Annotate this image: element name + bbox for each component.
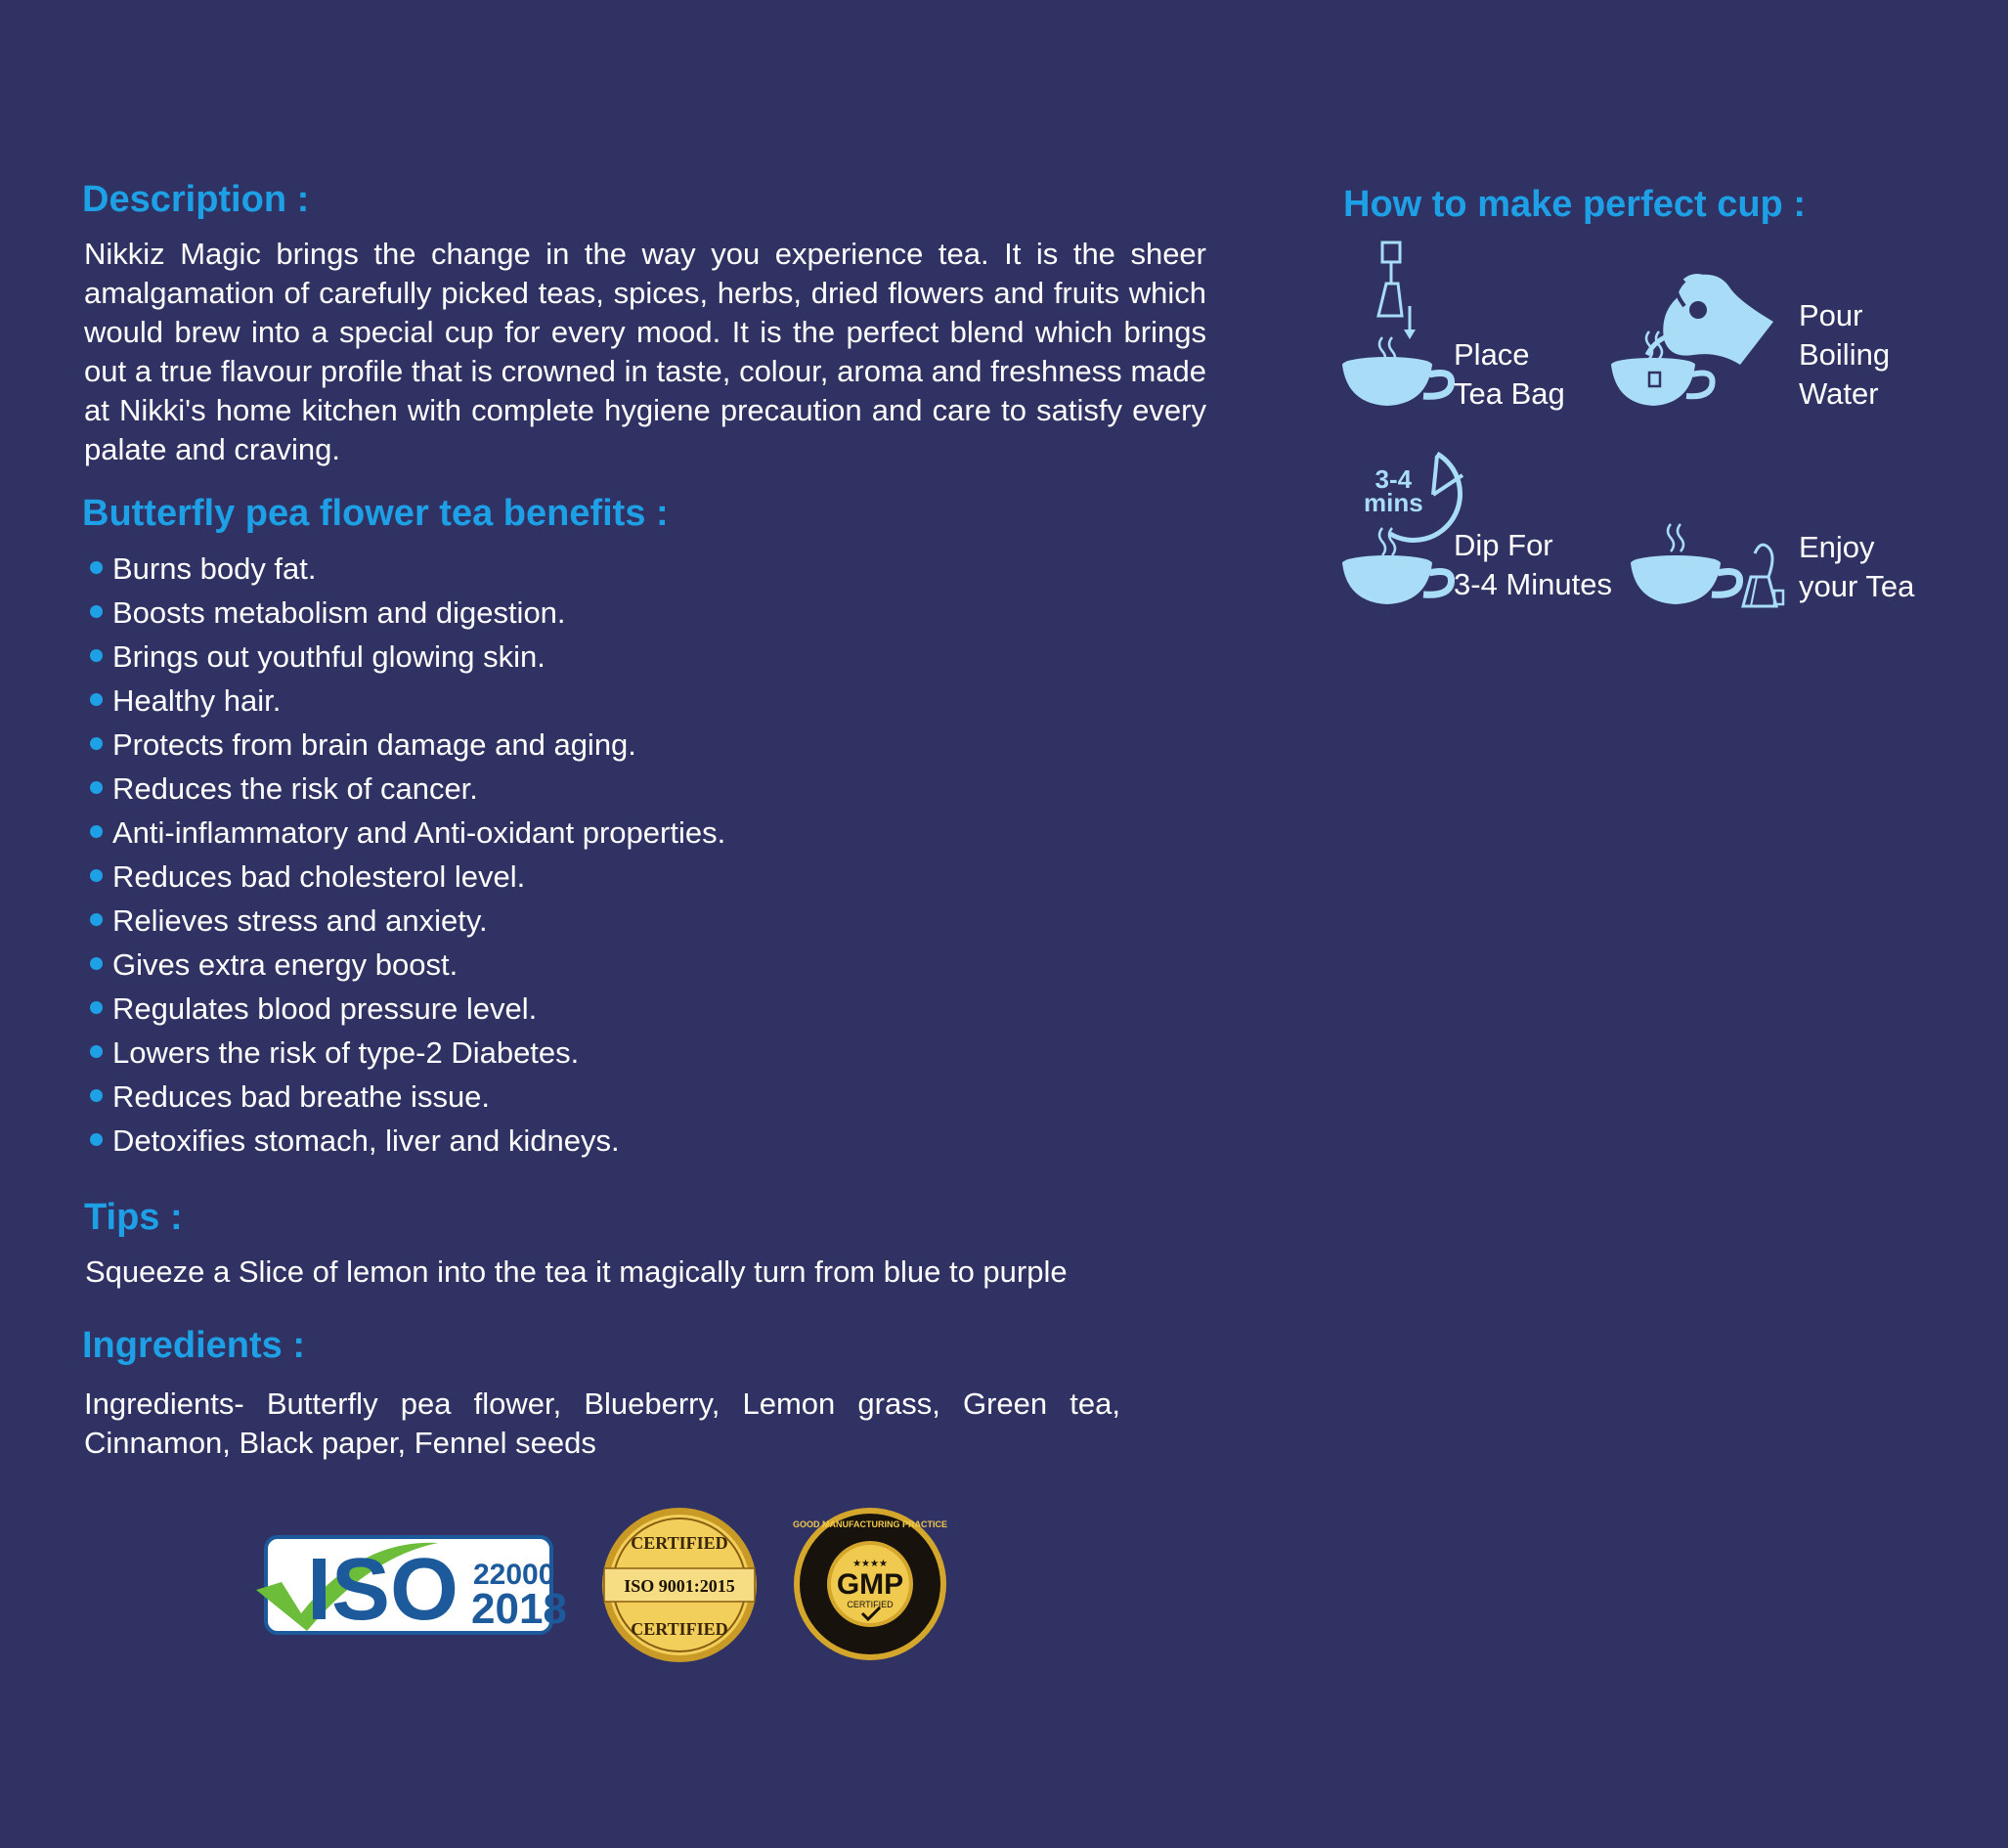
bullet-icon: [90, 825, 103, 838]
bullet-icon: [90, 781, 103, 794]
iso9001-top-text: CERTIFIED: [631, 1533, 728, 1553]
benefit-item: [84, 855, 725, 899]
benefit-item: [84, 899, 725, 943]
timer-label: 3-4 mins: [1364, 464, 1423, 517]
bullet-icon: [90, 1089, 103, 1102]
step-pour-water-label: Pour Boiling Water: [1799, 298, 1891, 411]
benefit-text: Detoxifies stomach, liver and kidneys.: [112, 1123, 620, 1158]
benefit-text: Burns body fat.: [112, 551, 317, 586]
benefits-list: [84, 547, 725, 1163]
tips-text: Squeeze a Slice of lemon into the tea it magically turn from blue to purple: [85, 1254, 1068, 1289]
enjoy-cup-icon: [1628, 518, 1784, 611]
benefit-item: [84, 1075, 725, 1119]
step-enjoy-label: Enjoy your Tea: [1799, 530, 1915, 603]
bullet-icon: [90, 1045, 103, 1058]
bullet-icon: [90, 693, 103, 706]
benefit-item: [84, 767, 725, 811]
tips-heading: Tips :: [84, 1197, 183, 1238]
benefit-text: Healthy hair.: [112, 683, 282, 718]
bullet-icon: [90, 561, 103, 574]
benefit-text: Brings out youthful glowing skin.: [112, 639, 546, 674]
gmp-sub-text: CERTIFIED: [847, 1600, 894, 1609]
benefit-text: Reduces bad breathe issue.: [112, 1079, 491, 1114]
bullet-icon: [90, 869, 103, 882]
ingredients-heading: Ingredients :: [82, 1325, 306, 1366]
ingredients-text: Ingredients- Butterfly pea flower, Blueberry, Lemon grass, Green tea, Cinnamon, Black paper, Fennel seeds: [84, 1386, 1120, 1460]
benefits-heading: Butterfly pea flower tea benefits :: [82, 493, 669, 534]
benefit-text: Gives extra energy boost.: [112, 947, 458, 982]
benefit-text: Reduces bad cholesterol level.: [112, 859, 526, 894]
description-heading: Description :: [82, 179, 310, 220]
bullet-icon: [90, 605, 103, 618]
bullet-icon: [90, 913, 103, 926]
gmp-ring-text: GOOD MANUFACTURING PRACTICE: [793, 1519, 947, 1529]
iso-main-text: ISO: [307, 1541, 459, 1639]
iso9001-main-text: ISO 9001:2015: [624, 1576, 735, 1596]
benefit-item: [84, 943, 725, 987]
iso9001-bottom-text: CERTIFIED: [631, 1619, 728, 1639]
iso-number-text: 22000: [473, 1559, 555, 1591]
benefit-item: [84, 591, 725, 635]
kettle-pour-icon: [1608, 269, 1779, 411]
benefit-item: [84, 987, 725, 1031]
bullet-icon: [90, 957, 103, 970]
benefit-item: [84, 811, 725, 855]
step-dip-label: Dip For 3-4 Minutes: [1454, 528, 1612, 601]
step-place-tea-bag-label: Place Tea Bag: [1454, 337, 1565, 411]
benefit-item: [84, 547, 725, 591]
benefit-text: Lowers the risk of type-2 Diabetes.: [112, 1035, 580, 1070]
bullet-icon: [90, 737, 103, 750]
benefit-text: Regulates blood pressure level.: [112, 991, 538, 1026]
benefit-text: Relieves stress and anxiety.: [112, 903, 488, 938]
benefit-text: Anti-inflammatory and Anti-oxidant properties.: [112, 815, 726, 850]
bullet-icon: [90, 649, 103, 662]
iso-9001-seal: [600, 1506, 759, 1664]
benefit-item: [84, 679, 725, 723]
bullet-icon: [90, 1001, 103, 1014]
benefit-text: Protects from brain damage and aging.: [112, 727, 636, 762]
benefit-item: [84, 723, 725, 767]
benefit-item: [84, 1119, 725, 1163]
benefit-item: [84, 635, 725, 679]
tea-bag-cup-icon: [1339, 240, 1457, 411]
iso-year-text: 2018: [471, 1585, 567, 1633]
benefit-item: [84, 1031, 725, 1075]
benefit-text: Reduces the risk of cancer.: [112, 771, 478, 806]
svg-text:★★★★: ★★★★: [852, 1559, 888, 1569]
gmp-main-text: GMP: [836, 1568, 904, 1601]
benefit-text: Boosts metabolism and digestion.: [112, 595, 566, 630]
how-to-heading: How to make perfect cup :: [1343, 184, 1806, 225]
iso-22000-badge: [252, 1533, 567, 1639]
bullet-icon: [90, 1133, 103, 1146]
description-text: Nikkiz Magic brings the change in the way you experience tea. It is the sheer amalgamation of carefully picked teas, spices, herbs, dried flowers and fruits which would brew into a special cup for every mood. It is the perfect blend which brings out a true flavour profile that is crowned in taste, colour, aroma and freshness made at Nikki's home kitchen with complete hygiene precaution and care to satisfy every palate and craving.: [84, 237, 1206, 466]
gmp-seal: [792, 1506, 948, 1662]
